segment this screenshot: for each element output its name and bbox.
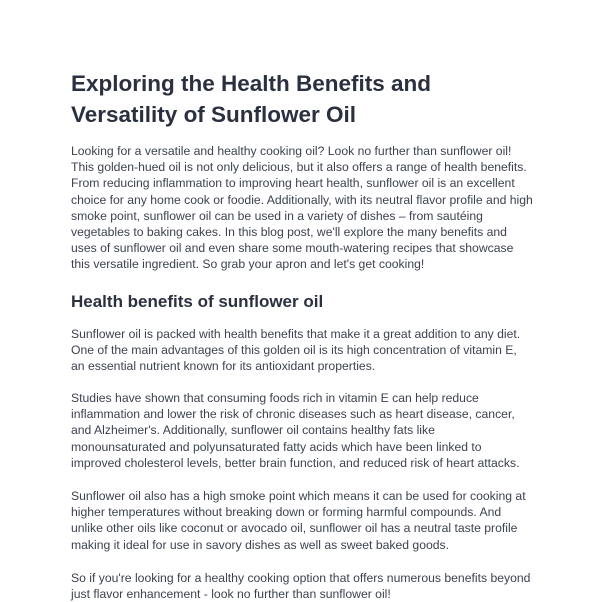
section-heading: Health benefits of sunflower oil [71, 292, 324, 311]
article-title: Exploring the Health Benefits and Versatility of Sunflower Oil [71, 71, 432, 127]
body-paragraph: So if you're looking for a healthy cooking option that offers numerous benefits beyond just flavor enhancement - look no further than sunflower oil! [71, 571, 531, 602]
body-paragraph: Sunflower oil also has a high smoke point which means it can be used for cooking at higher temperatures without breaking down or forming harmful compounds. And unlike other oils like coconut or avocado oil, sunflower oil has a neutral taste profile making it ideal for use in savory dishes as well as sweet baked goods. [71, 489, 526, 552]
body-paragraph: Studies have shown that consuming foods rich in vitamin E can help reduce inflammation and lower the risk of chronic diseases such as heart disease, cancer, and Alzheimer's. Additionally, sunflower oil contains healthy fats like monounsaturated and polyunsaturated fatty acids which have been linked to improved cholesterol levels, better brain function, and reduced risk of heart attacks. [71, 391, 520, 470]
body-paragraph: Sunflower oil is packed with health benefits that make it a great addition to any diet. One of the main advantages of this golden oil is its high concentration of vitamin E, an essential nutrient known for its antioxidant properties. [71, 327, 521, 374]
article [71, 68, 533, 602]
intro-paragraph: Looking for a versatile and healthy cooking oil? Look no further than sunflower oil! This golden-hued oil is not only delicious, but it also offers a range of health benefits. From reducing inflammation to improving heart health, sunflower oil is an excellent choice for any home cook or foodie. Additionally, with its neutral flavor profile and high smoke point, sunflower oil can be used in a variety of dishes – from sautéing vegetables to baking cakes. In this blog post, we'll explore the many benefits and uses of sunflower oil and even share some mouth-watering recipes that showcase this versatile ingredient. So grab your apron and let's get cooking! [71, 144, 533, 272]
